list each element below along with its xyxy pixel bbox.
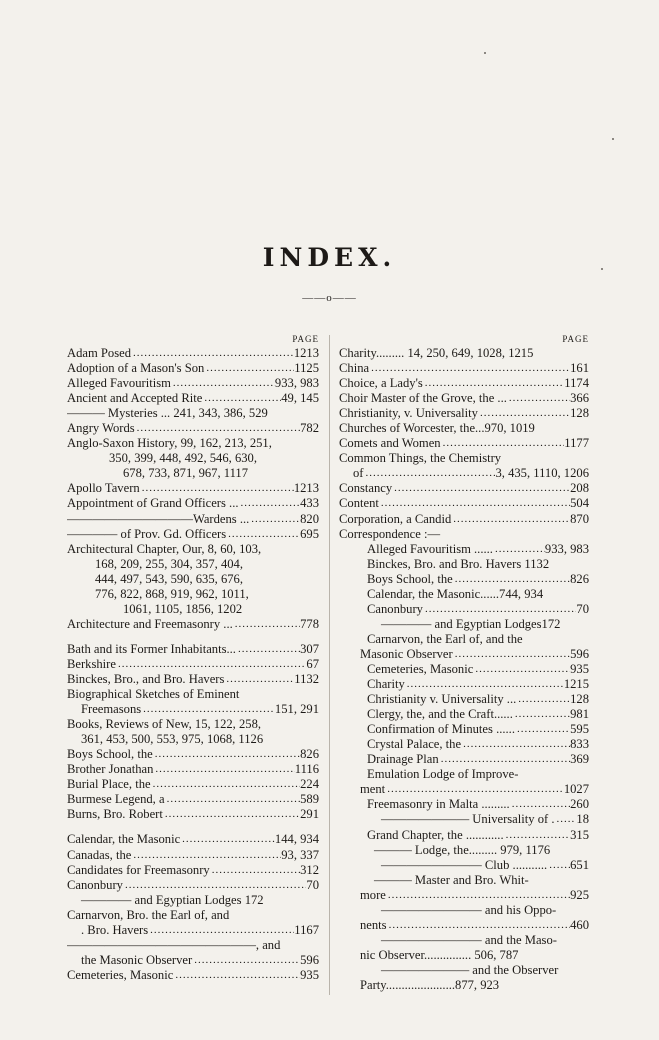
index-entry (339, 451, 589, 466)
index-entry (339, 346, 589, 361)
index-entry-pages: 70 (306, 877, 319, 892)
index-entry-text: more (360, 887, 386, 902)
index-entry (67, 617, 319, 632)
dot-leader (202, 391, 281, 406)
index-entry (67, 346, 319, 361)
dot-leader (441, 436, 565, 451)
index-entry-text: 444, 497, 543, 590, 635, 676, (95, 571, 243, 586)
index-entry (339, 737, 589, 752)
index-entry (339, 617, 589, 632)
index-entry-text: ———————— and the Maso- (381, 932, 557, 947)
index-entry-pages: 93, 337 (281, 847, 319, 862)
index-entry-text: nic Observer............... 506, 787 (360, 947, 519, 962)
index-entry-pages: 128 (570, 406, 589, 421)
index-entry-text: ——————— Universality of . (381, 812, 555, 827)
page-title: INDEX. (262, 243, 397, 272)
index-entry-text: Confirmation of Minutes ...... (367, 722, 515, 737)
dot-leader (141, 702, 275, 717)
index-entry-pages: 826 (300, 747, 319, 762)
dot-leader (423, 602, 576, 617)
index-entry (67, 602, 319, 617)
index-entry (339, 677, 589, 692)
index-entry (339, 632, 589, 647)
index-entry-pages: 820 (300, 511, 319, 526)
index-entry-text: Adam Posed (67, 346, 132, 360)
dot-leader (507, 391, 570, 406)
index-entry-pages: 128 (570, 692, 589, 707)
dot-leader (439, 752, 570, 767)
index-entry (339, 828, 589, 843)
index-entry-pages: 981 (570, 707, 589, 722)
index-entry-text: Adoption of a Mason's Son (67, 361, 205, 376)
index-entry-text: Crystal Palace, the (367, 737, 462, 752)
dot-leader (385, 782, 564, 797)
index-entry (67, 968, 319, 983)
page-column-header: PAGE (292, 334, 319, 344)
index-entry-pages: 208 (570, 481, 589, 496)
index-entry (67, 557, 319, 572)
index-entry (339, 481, 589, 496)
index-entry-text: 350, 399, 448, 492, 546, 630, (109, 451, 257, 466)
index-entry (339, 722, 589, 737)
page-column-header: PAGE (562, 334, 589, 344)
index-entry-text: Corporation, a Candid (339, 511, 452, 526)
index-entry-text: 1061, 1105, 1856, 1202 (123, 601, 243, 616)
index-entry (67, 406, 319, 421)
index-entry-text: Christianity, v. Universality (339, 406, 478, 421)
index-entry-text: Calendar, the Masonic......744, 934 (367, 586, 544, 601)
index-entry-text: 678, 733, 871, 967, 1117 (123, 466, 249, 481)
index-entry (67, 777, 319, 792)
index-entry-pages: 1215 (563, 677, 589, 692)
index-entry-pages: 1213 (293, 346, 319, 360)
index-entries-right (339, 346, 589, 993)
index-entry (339, 903, 589, 918)
index-entry-text: Architecture and Freemasonry ... (67, 616, 233, 631)
dot-leader (386, 888, 570, 903)
index-entry-text: Ancient and Accepted Rite (67, 391, 203, 406)
index-entry-text: 776, 822, 868, 919, 962, 1011, (95, 586, 249, 601)
index-entry (67, 466, 319, 481)
index-entry-pages: 504 (570, 496, 589, 511)
dot-leader (233, 617, 300, 632)
index-entry-pages: 833 (570, 737, 589, 752)
index-entry-text: Boys School, the (67, 747, 153, 762)
index-entry-text: ———————— Club ........... (381, 857, 548, 872)
index-entry (339, 978, 589, 993)
index-entry (339, 707, 589, 722)
index-entry (67, 496, 319, 511)
index-entry (339, 527, 589, 542)
index-entry-pages: 18 (576, 812, 589, 827)
dot-leader (239, 496, 301, 511)
section-gap (67, 632, 319, 642)
index-entry-pages: 460 (570, 917, 589, 932)
dot-leader (153, 747, 300, 762)
index-entry (67, 361, 319, 376)
index-entry (67, 481, 319, 496)
index-entry-text: Charity......... 14, 250, 649, 1028, 1215 (339, 346, 534, 360)
index-entry-pages: 369 (570, 752, 589, 767)
dot-leader (224, 672, 294, 687)
paper-speck (601, 268, 603, 270)
dot-leader (204, 361, 294, 376)
dot-leader (116, 657, 306, 672)
index-entry-text: Berkshire (67, 656, 116, 671)
index-entry (339, 888, 589, 903)
dot-leader (515, 722, 570, 737)
index-entry-text: Correspondence :— (339, 526, 441, 541)
index-entry (67, 436, 319, 451)
index-entry-pages: 595 (570, 722, 589, 737)
dot-leader (123, 878, 306, 893)
index-entry (339, 782, 589, 797)
index-entry-text: Churches of Worcester, the...970, 1019 (339, 421, 535, 436)
dot-leader (236, 642, 300, 657)
index-entry (67, 657, 319, 672)
index-entry-text: of (353, 466, 364, 481)
dot-leader (423, 376, 565, 391)
index-entry-text: Christianity v. Universality ... (367, 692, 517, 707)
index-entry (339, 767, 589, 782)
dot-leader (547, 858, 570, 873)
index-entry-text: Alleged Favouritism ...... (367, 541, 493, 556)
index-entry-text: Appointment of Grand Officers ... (67, 496, 239, 511)
index-entry (339, 963, 589, 978)
dot-leader (387, 918, 571, 933)
index-entry-text: Candidates for Freemasonry (67, 862, 210, 877)
index-entry (67, 672, 319, 687)
dot-leader (153, 762, 294, 777)
paper-speck (484, 52, 486, 54)
index-entry-text: ——— Mysteries ... 241, 343, 386, 529 (67, 406, 268, 421)
index-entry-text: ———— of Prov. Gd. Officers (67, 526, 227, 541)
index-entry-pages: 596 (300, 952, 319, 967)
index-entry-text: ment (360, 782, 386, 797)
index-entry-pages: 1027 (563, 782, 589, 797)
index-entry (67, 717, 319, 732)
dot-leader (392, 481, 570, 496)
index-entry (67, 878, 319, 893)
index-entry-pages: 1132 (294, 671, 319, 686)
index-entry-text: Canadas, the (67, 847, 132, 862)
index-entries-left (67, 346, 319, 983)
index-entry-text: ———— and Egyptian Lodges172 (381, 616, 561, 631)
index-entry-text: Constancy (339, 481, 393, 496)
index-entry-text: China (339, 361, 370, 376)
index-entry (339, 812, 589, 827)
dot-leader (165, 792, 301, 807)
index-entry-text: 168, 209, 255, 304, 357, 404, (95, 556, 243, 571)
index-entry (339, 406, 589, 421)
index-entry-text: Masonic Observer (360, 646, 453, 661)
index-entry (339, 587, 589, 602)
index-column-left (67, 333, 319, 983)
index-entry-pages: 1167 (294, 922, 319, 937)
index-entry (67, 762, 319, 777)
dot-leader (171, 376, 275, 391)
index-entry (339, 602, 589, 617)
index-entry-text: ———— and Egyptian Lodges 172 (81, 892, 264, 907)
index-entry-text: Calendar, the Masonic (67, 832, 181, 847)
dot-leader (135, 421, 300, 436)
index-entry-text: ——————— and the Observer (381, 962, 559, 977)
index-entry (339, 662, 589, 677)
index-entry (339, 843, 589, 858)
index-entry (339, 797, 589, 812)
index-entry (67, 687, 319, 702)
index-entry (339, 557, 589, 572)
index-entry-text: Bath and its Former Inhabitants... (67, 641, 236, 656)
index-entry-pages: 695 (300, 526, 319, 541)
index-entry (67, 747, 319, 762)
index-entry-text: Clergy, the, and the Craft...... (367, 707, 513, 722)
index-entry-pages: 589 (300, 792, 319, 807)
index-entry (67, 923, 319, 938)
dot-leader (453, 647, 570, 662)
index-entry (339, 948, 589, 963)
index-entry (67, 938, 319, 953)
index-entry-pages: 1177 (564, 436, 589, 451)
index-entry-pages: 925 (570, 887, 589, 902)
dot-leader (493, 542, 545, 557)
index-entry-pages: 315 (570, 827, 589, 842)
index-entry-pages: 933, 983 (274, 376, 319, 391)
dot-leader (180, 832, 275, 847)
index-entry-pages: 161 (570, 361, 589, 376)
index-entry-text: the Masonic Observer (81, 952, 193, 967)
index-entry-pages: 70 (576, 601, 589, 616)
index-entry-pages: 1116 (294, 762, 319, 777)
dot-leader (405, 677, 564, 692)
dot-leader (451, 512, 570, 527)
index-entry (67, 421, 319, 436)
index-entry-text: 361, 453, 500, 553, 975, 1068, 1126 (81, 732, 264, 747)
index-entry (67, 512, 319, 527)
index-entry-pages: 224 (300, 777, 319, 792)
dot-leader (369, 361, 570, 376)
dot-leader (504, 828, 571, 843)
index-entry-text: Burns, Bro. Robert (67, 807, 163, 822)
index-entry-text: Binckes, Bro. and Bro. Havers 1132 (367, 556, 550, 571)
index-entry-pages: 312 (300, 862, 319, 877)
index-entry (67, 732, 319, 747)
index-entry-pages: 935 (300, 967, 319, 982)
index-entry-text: Drainage Plan (367, 752, 439, 767)
title-ornament: ——o—— (302, 292, 357, 304)
index-entry-text: Freemasons (81, 702, 142, 717)
index-entry-text: Canonbury (67, 877, 123, 892)
paper-speck (612, 138, 614, 140)
index-entry-pages: 144, 934 (274, 832, 319, 847)
index-entry-text: Anglo-Saxon History, 99, 162, 213, 251, (67, 436, 272, 451)
index-entry-text: Angry Words (67, 421, 135, 436)
index-entry-pages: 49, 145 (281, 391, 319, 406)
index-entry-text: Biographical Sketches of Eminent (67, 687, 240, 702)
index-entry-pages: 870 (570, 511, 589, 526)
index-entry-text: Party......................877, 923 (360, 977, 500, 992)
index-entry (67, 542, 319, 557)
index-entry (339, 647, 589, 662)
index-entry-pages: 260 (570, 797, 589, 812)
index-entry-text: Alleged Favouritism (67, 376, 171, 391)
index-entry-pages: 1174 (564, 376, 589, 391)
section-gap (67, 822, 319, 832)
index-entry (339, 873, 589, 888)
index-entry-text: nents (360, 917, 387, 932)
dot-leader (478, 406, 570, 421)
index-entry-pages: 778 (300, 616, 319, 631)
index-entry-text: Binckes, Bro., and Bro. Havers (67, 671, 225, 686)
dot-leader (140, 481, 294, 496)
index-entry (339, 542, 589, 557)
index-entry (339, 752, 589, 767)
index-entry-pages: 3, 435, 1110, 1206 (495, 466, 589, 481)
index-entry (67, 848, 319, 863)
index-entry-text: ——— Master and Bro. Whit- (374, 872, 529, 887)
index-entry (67, 908, 319, 923)
dot-leader (131, 848, 281, 863)
index-entry-pages: 596 (570, 646, 589, 661)
index-entry-pages: 782 (300, 421, 319, 436)
index-entry-pages: 933, 983 (544, 541, 589, 556)
dot-leader (379, 496, 570, 511)
index-entry-text: Cemeteries, Masonic (367, 661, 474, 676)
index-entry-text: Charity (367, 677, 405, 692)
dot-leader (364, 466, 496, 481)
dot-leader (173, 968, 300, 983)
index-entry-text: Choice, a Lady's (339, 376, 423, 391)
index-entry (339, 421, 589, 436)
index-entry-text: Canonbury (367, 601, 423, 616)
index-entry-text: Common Things, the Chemistry (339, 451, 502, 466)
dot-leader (555, 812, 577, 827)
index-entry-text: Architectural Chapter, Our, 8, 60, 103, (67, 541, 262, 556)
index-entry (339, 692, 589, 707)
dot-leader (131, 346, 294, 361)
index-entry-pages: 151, 291 (274, 702, 319, 717)
index-entry-text: Burial Place, the (67, 777, 151, 792)
dot-leader (151, 777, 301, 792)
index-entry-text: Boys School, the (367, 571, 453, 586)
index-entry-text: Grand Chapter, the ............ (367, 827, 504, 842)
dot-leader (461, 737, 570, 752)
index-entry-pages: 826 (570, 571, 589, 586)
index-entry-pages: 366 (570, 391, 589, 406)
index-entry-text: ———————————————, and (67, 937, 281, 952)
index-entry (339, 496, 589, 511)
dot-leader (163, 807, 300, 822)
index-entry-text: ——— Lodge, the......... 979, 1176 (374, 842, 551, 857)
index-entry (67, 527, 319, 542)
index-entry-pages: 1125 (294, 361, 319, 376)
index-column-right (339, 333, 589, 993)
index-entry (339, 933, 589, 948)
index-entry (339, 391, 589, 406)
dot-leader (473, 662, 570, 677)
index-entry (339, 918, 589, 933)
index-entry (67, 642, 319, 657)
index-entry-pages: 291 (300, 807, 319, 822)
index-entry (339, 572, 589, 587)
index-entry-text: Freemasonry in Malta ......... (367, 797, 510, 812)
index-entry-pages: 433 (300, 496, 319, 511)
index-entry (67, 391, 319, 406)
index-entry-text: Emulation Lodge of Improve- (367, 767, 519, 782)
index-entry (67, 702, 319, 717)
index-entry-text: Burmese Legend, a (67, 792, 165, 807)
index-entry (67, 587, 319, 602)
index-entry (67, 893, 319, 908)
index-entry-text: Cemeteries, Masonic (67, 967, 174, 982)
index-entry (67, 807, 319, 822)
index-entry-pages: 67 (306, 656, 319, 671)
index-entry (67, 953, 319, 968)
index-entry (339, 466, 589, 481)
index-entry-text: ———————— and his Oppo- (381, 902, 557, 917)
index-entry (339, 376, 589, 391)
index-entry-text: Content (339, 496, 379, 511)
index-entry-text: Comets and Women (339, 436, 441, 451)
index-entry (67, 572, 319, 587)
dot-leader (513, 707, 570, 722)
index-entry-text: Carnarvon, the Earl of, and the (367, 631, 523, 646)
index-entry-text: Choir Master of the Grove, the ... (339, 391, 507, 406)
index-entry-pages: 651 (570, 857, 589, 872)
index-entry-pages: 307 (300, 641, 319, 656)
index-entry-text: . Bro. Havers (81, 922, 149, 937)
dot-leader (510, 797, 570, 812)
index-entry (339, 436, 589, 451)
index-entry-text: Books, Reviews of New, 15, 122, 258, (67, 717, 262, 732)
index-entry-text: Apollo Tavern (67, 481, 140, 496)
index-entry-pages: 1213 (293, 481, 319, 496)
index-entry (67, 863, 319, 878)
dot-leader (148, 923, 294, 938)
index-entry (339, 361, 589, 376)
index-entry (67, 792, 319, 807)
index-entry (67, 832, 319, 847)
index-entry (339, 858, 589, 873)
index-entry (339, 512, 589, 527)
dot-leader (516, 692, 570, 707)
dot-leader (210, 863, 300, 878)
index-entry-text: ——————————Wardens ... (67, 511, 250, 526)
column-divider (329, 335, 330, 995)
index-entry (67, 376, 319, 391)
dot-leader (453, 572, 570, 587)
dot-leader (192, 953, 300, 968)
dot-leader (249, 512, 300, 527)
index-entry (67, 451, 319, 466)
index-entry-text: Carnarvon, Bro. the Earl of, and (67, 907, 230, 922)
index-entry-pages: 935 (570, 661, 589, 676)
dot-leader (226, 527, 300, 542)
index-entry-text: Brother Jonathan (67, 762, 154, 777)
